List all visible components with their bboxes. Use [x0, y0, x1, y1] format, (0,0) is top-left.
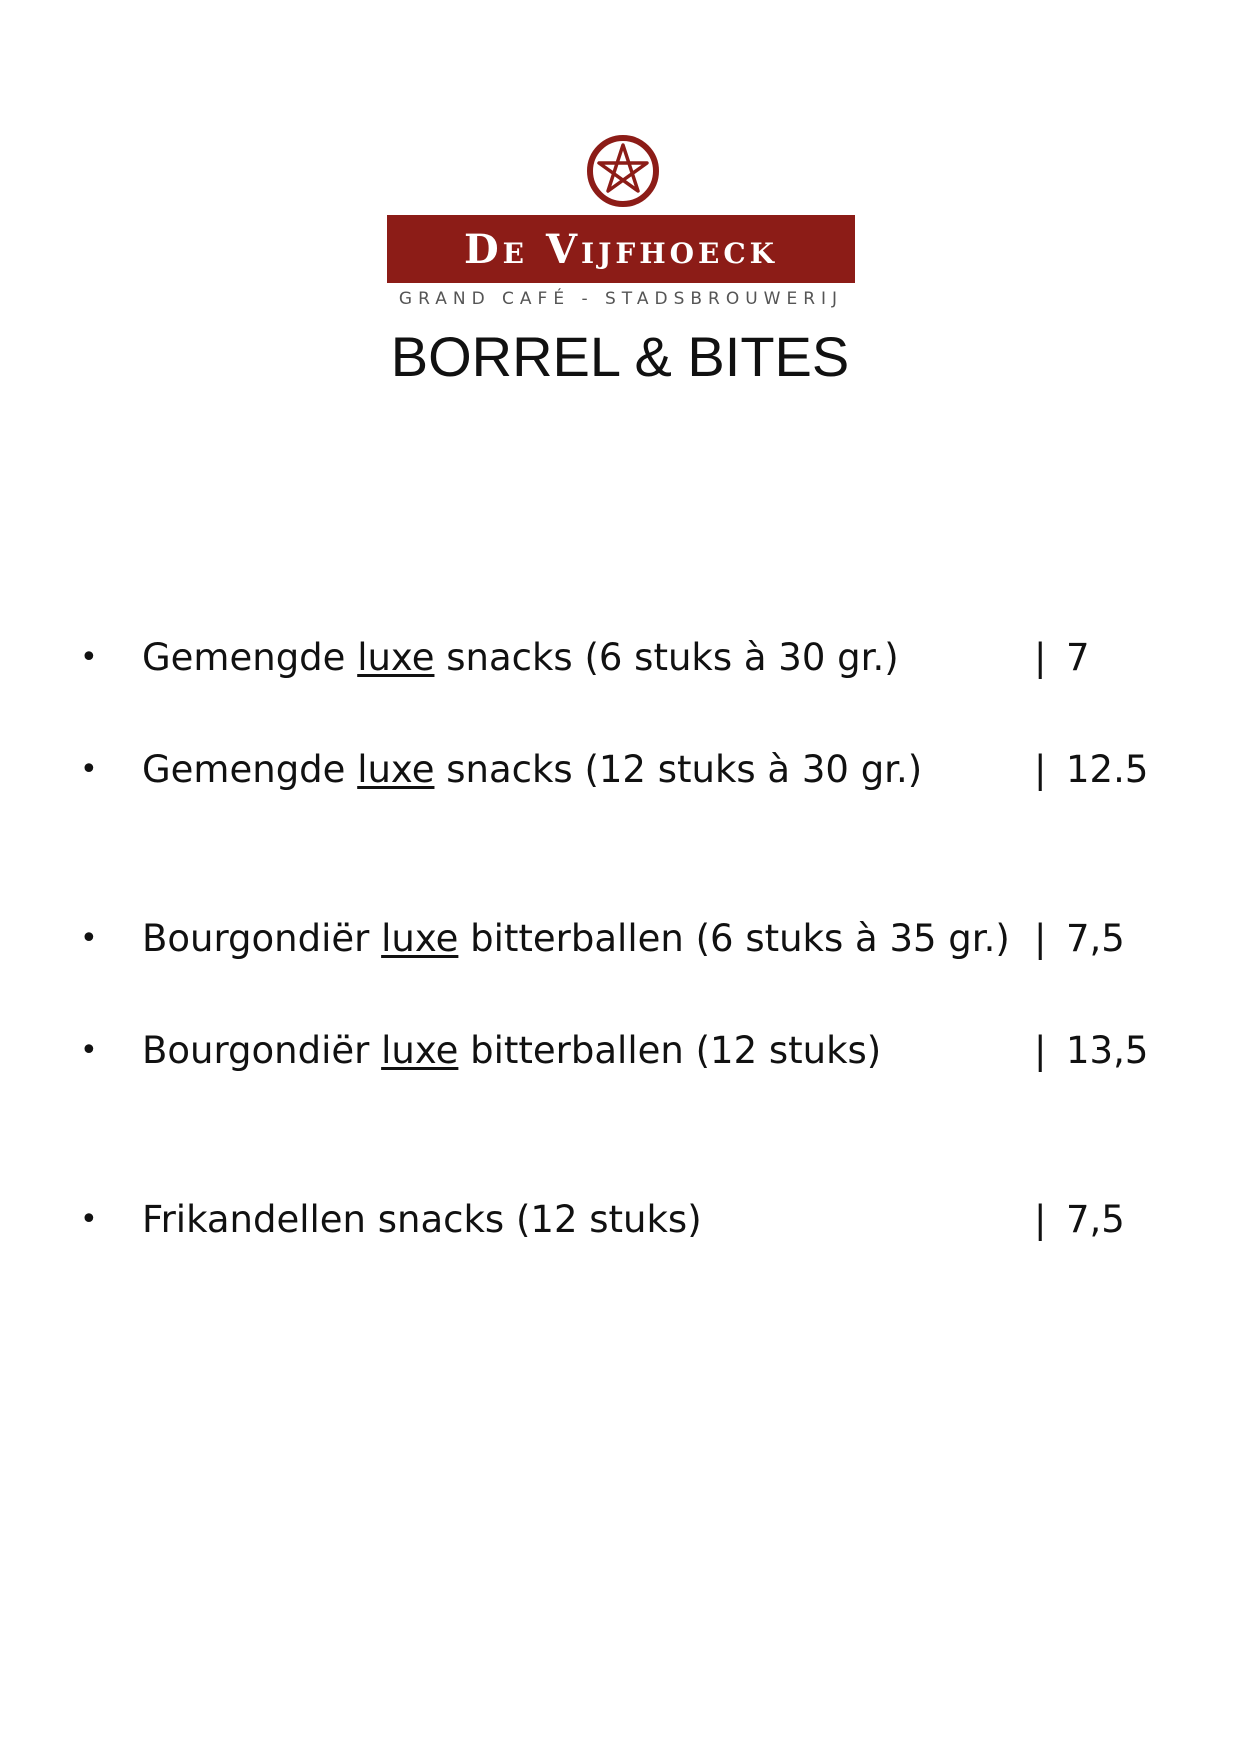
menu-item [0, 1195, 1240, 1245]
item-price: 7 [1066, 636, 1090, 679]
price-separator: | [1034, 917, 1047, 960]
price-separator: | [1034, 1029, 1047, 1072]
bullet: • [80, 640, 98, 675]
bullet: • [80, 921, 98, 956]
price-separator: | [1034, 636, 1047, 679]
menu-item [0, 633, 1240, 683]
item-name-post: snacks (6 stuks à 30 gr.) [434, 636, 899, 679]
bullet: • [80, 752, 98, 787]
item-name-pre: Gemengde [142, 748, 358, 791]
price-separator: | [1034, 748, 1047, 791]
item-name-post: bitterballen (12 stuks) [458, 1029, 882, 1072]
item-name [142, 745, 922, 795]
item-name [142, 914, 1010, 964]
item-price: 12.5 [1066, 748, 1149, 791]
item-name-pre: Bourgondiër [142, 1029, 382, 1072]
item-name-post: bitterballen (6 stuks à 35 gr.) [458, 917, 1010, 960]
menu-item [0, 914, 1240, 964]
pentagram-icon [585, 133, 661, 209]
page-title: BORREL & BITES [390, 325, 850, 388]
item-name [142, 1026, 881, 1076]
logo-tagline: GRAND CAFÉ - STADSBROUWERIJ [398, 289, 844, 309]
item-name [142, 633, 899, 683]
bullet: • [80, 1033, 98, 1068]
item-price: 7,5 [1066, 917, 1125, 960]
item-price: 13,5 [1066, 1029, 1149, 1072]
item-name-underlined: luxe [381, 917, 459, 960]
item-price: 7,5 [1066, 1198, 1125, 1241]
brand-logo [387, 133, 855, 313]
item-name-post: snacks (12 stuks à 30 gr.) [434, 748, 923, 791]
logo-name: De Vijfhoeck [463, 225, 779, 273]
logo-name-band [387, 215, 855, 283]
item-name-underlined: luxe [357, 748, 435, 791]
bullet: • [80, 1202, 98, 1237]
menu-item [0, 1026, 1240, 1076]
item-name-pre: Frikandellen snacks (12 stuks) [142, 1198, 702, 1241]
item-name-underlined: luxe [381, 1029, 459, 1072]
item-name [142, 1195, 702, 1245]
item-name-pre: Bourgondiër [142, 917, 382, 960]
item-name-underlined: luxe [357, 636, 435, 679]
menu-item [0, 745, 1240, 795]
price-separator: | [1034, 1198, 1047, 1241]
item-name-pre: Gemengde [142, 636, 358, 679]
